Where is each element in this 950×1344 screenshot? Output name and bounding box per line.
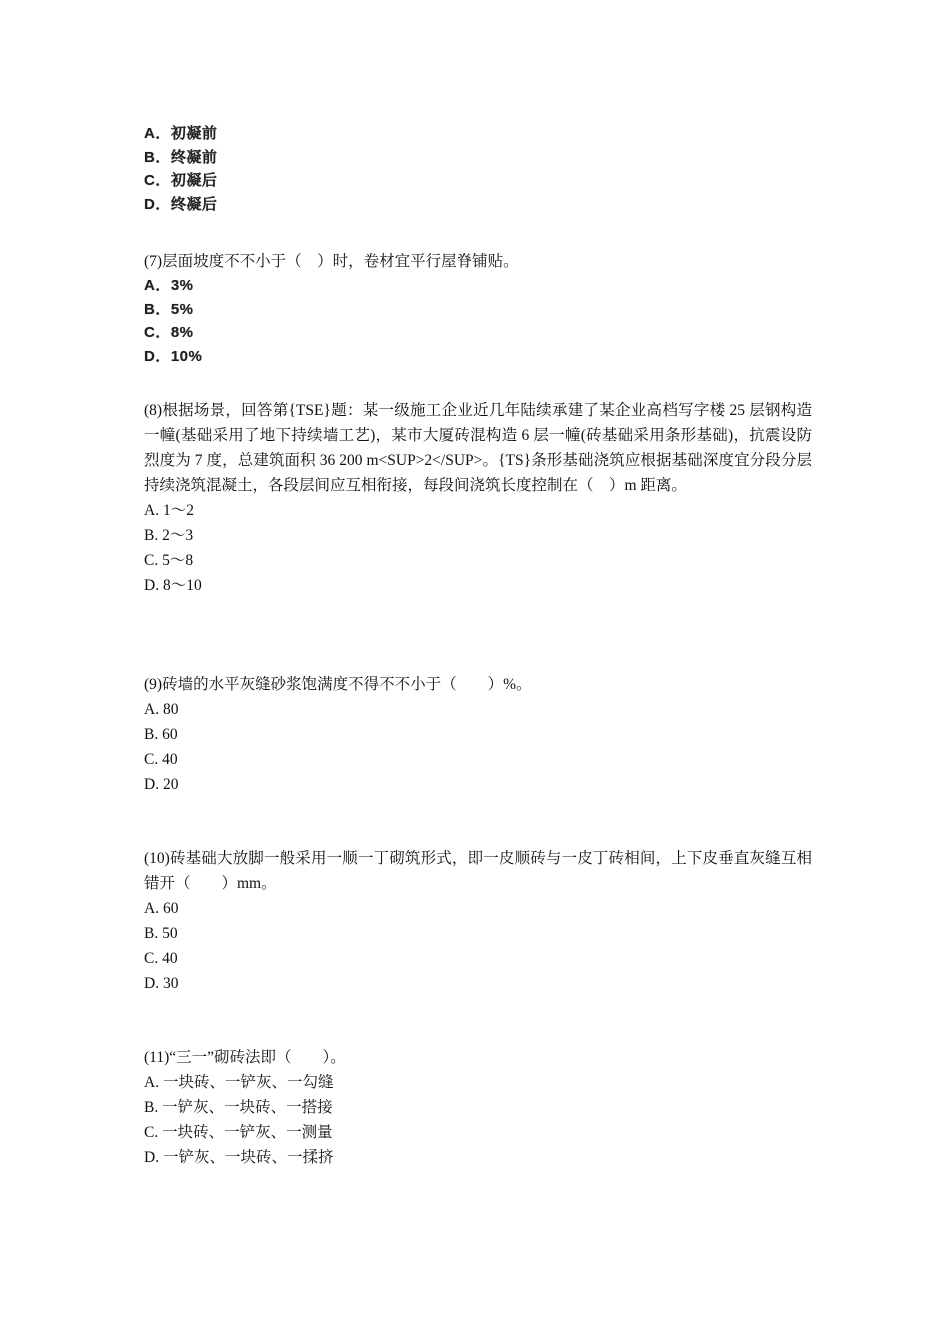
- q6-option-d: D．终凝后: [144, 195, 218, 213]
- q11-option-c: C. 一块砖、一铲灰、一测量: [144, 1124, 333, 1141]
- q10-option-b: B. 50: [144, 925, 178, 942]
- q11-option-a: A. 一块砖、一铲灰、一勾缝: [144, 1074, 334, 1091]
- q7-option-c: C．8%: [144, 324, 194, 341]
- q9-option-a: A. 80: [144, 701, 179, 718]
- q8-option-c: C. 5～8: [144, 552, 194, 569]
- question-9: [144, 672, 812, 797]
- question-7: [144, 249, 812, 368]
- q11-option-b: B. 一铲灰、一块砖、一搭接: [144, 1099, 333, 1116]
- q8-option-b: B. 2～3: [144, 527, 194, 544]
- q7-option-b: B．5%: [144, 300, 194, 318]
- q7-option-d: D．10%: [144, 347, 203, 365]
- q11-stem: (11)“三一”砌砖法即（ ）。: [144, 1049, 346, 1066]
- q9-stem: (9)砖墙的水平灰缝砂浆饱满度不得不不小于（ ）%。: [144, 676, 532, 693]
- q9-option-c: C. 40: [144, 751, 178, 768]
- question-10: [144, 846, 812, 996]
- q9-option-b: B. 60: [144, 726, 178, 743]
- q8-option-a: A. 1～2: [144, 502, 194, 519]
- q10-stem: (10)砖基础大放脚一般采用一顺一丁砌筑形式，即一皮顺砖与一皮丁砖相间，上下皮垂直灰缝互相错开（ ）mm。: [144, 850, 812, 892]
- q6-option-a: A．初凝前: [144, 125, 218, 142]
- question-11: [144, 1045, 812, 1170]
- q8-stem: (8)根据场景，回答第{TSE}题：某一级施工企业近几年陆续承建了某企业高档写字楼 25 层钢构造一幢(基础采用了地下持续墙工艺)，某市大厦砖混构造 6 层一幢(砖基础采用条形基础)，抗震设防烈度为 7 度，总建筑面积 36 200 m<SUP>2</SUP>。{TS}条形基础浇筑应根据基础深度宜分段分层持续浇筑混凝土，各段层间应互相衔接，每段间浇筑长度控制在（ ）m 距离。: [144, 402, 812, 494]
- q10-option-a: A. 60: [144, 900, 179, 917]
- q6-image-options: [144, 122, 812, 216]
- question-8: [144, 398, 812, 598]
- q7-stem: (7)层面坡度不不小于（ ）时，卷材宜平行屋脊铺贴。: [144, 253, 519, 270]
- q10-option-d: D. 30: [144, 975, 179, 992]
- q7-option-a: A．3%: [144, 277, 194, 294]
- q6-option-b: B．终凝前: [144, 148, 218, 166]
- q9-option-d: D. 20: [144, 776, 179, 793]
- q8-option-d: D. 8～10: [144, 577, 202, 594]
- q11-option-d: D. 一铲灰、一块砖、一揉挤: [144, 1149, 334, 1166]
- q6-option-c: C．初凝后: [144, 172, 218, 189]
- q10-option-c: C. 40: [144, 950, 178, 967]
